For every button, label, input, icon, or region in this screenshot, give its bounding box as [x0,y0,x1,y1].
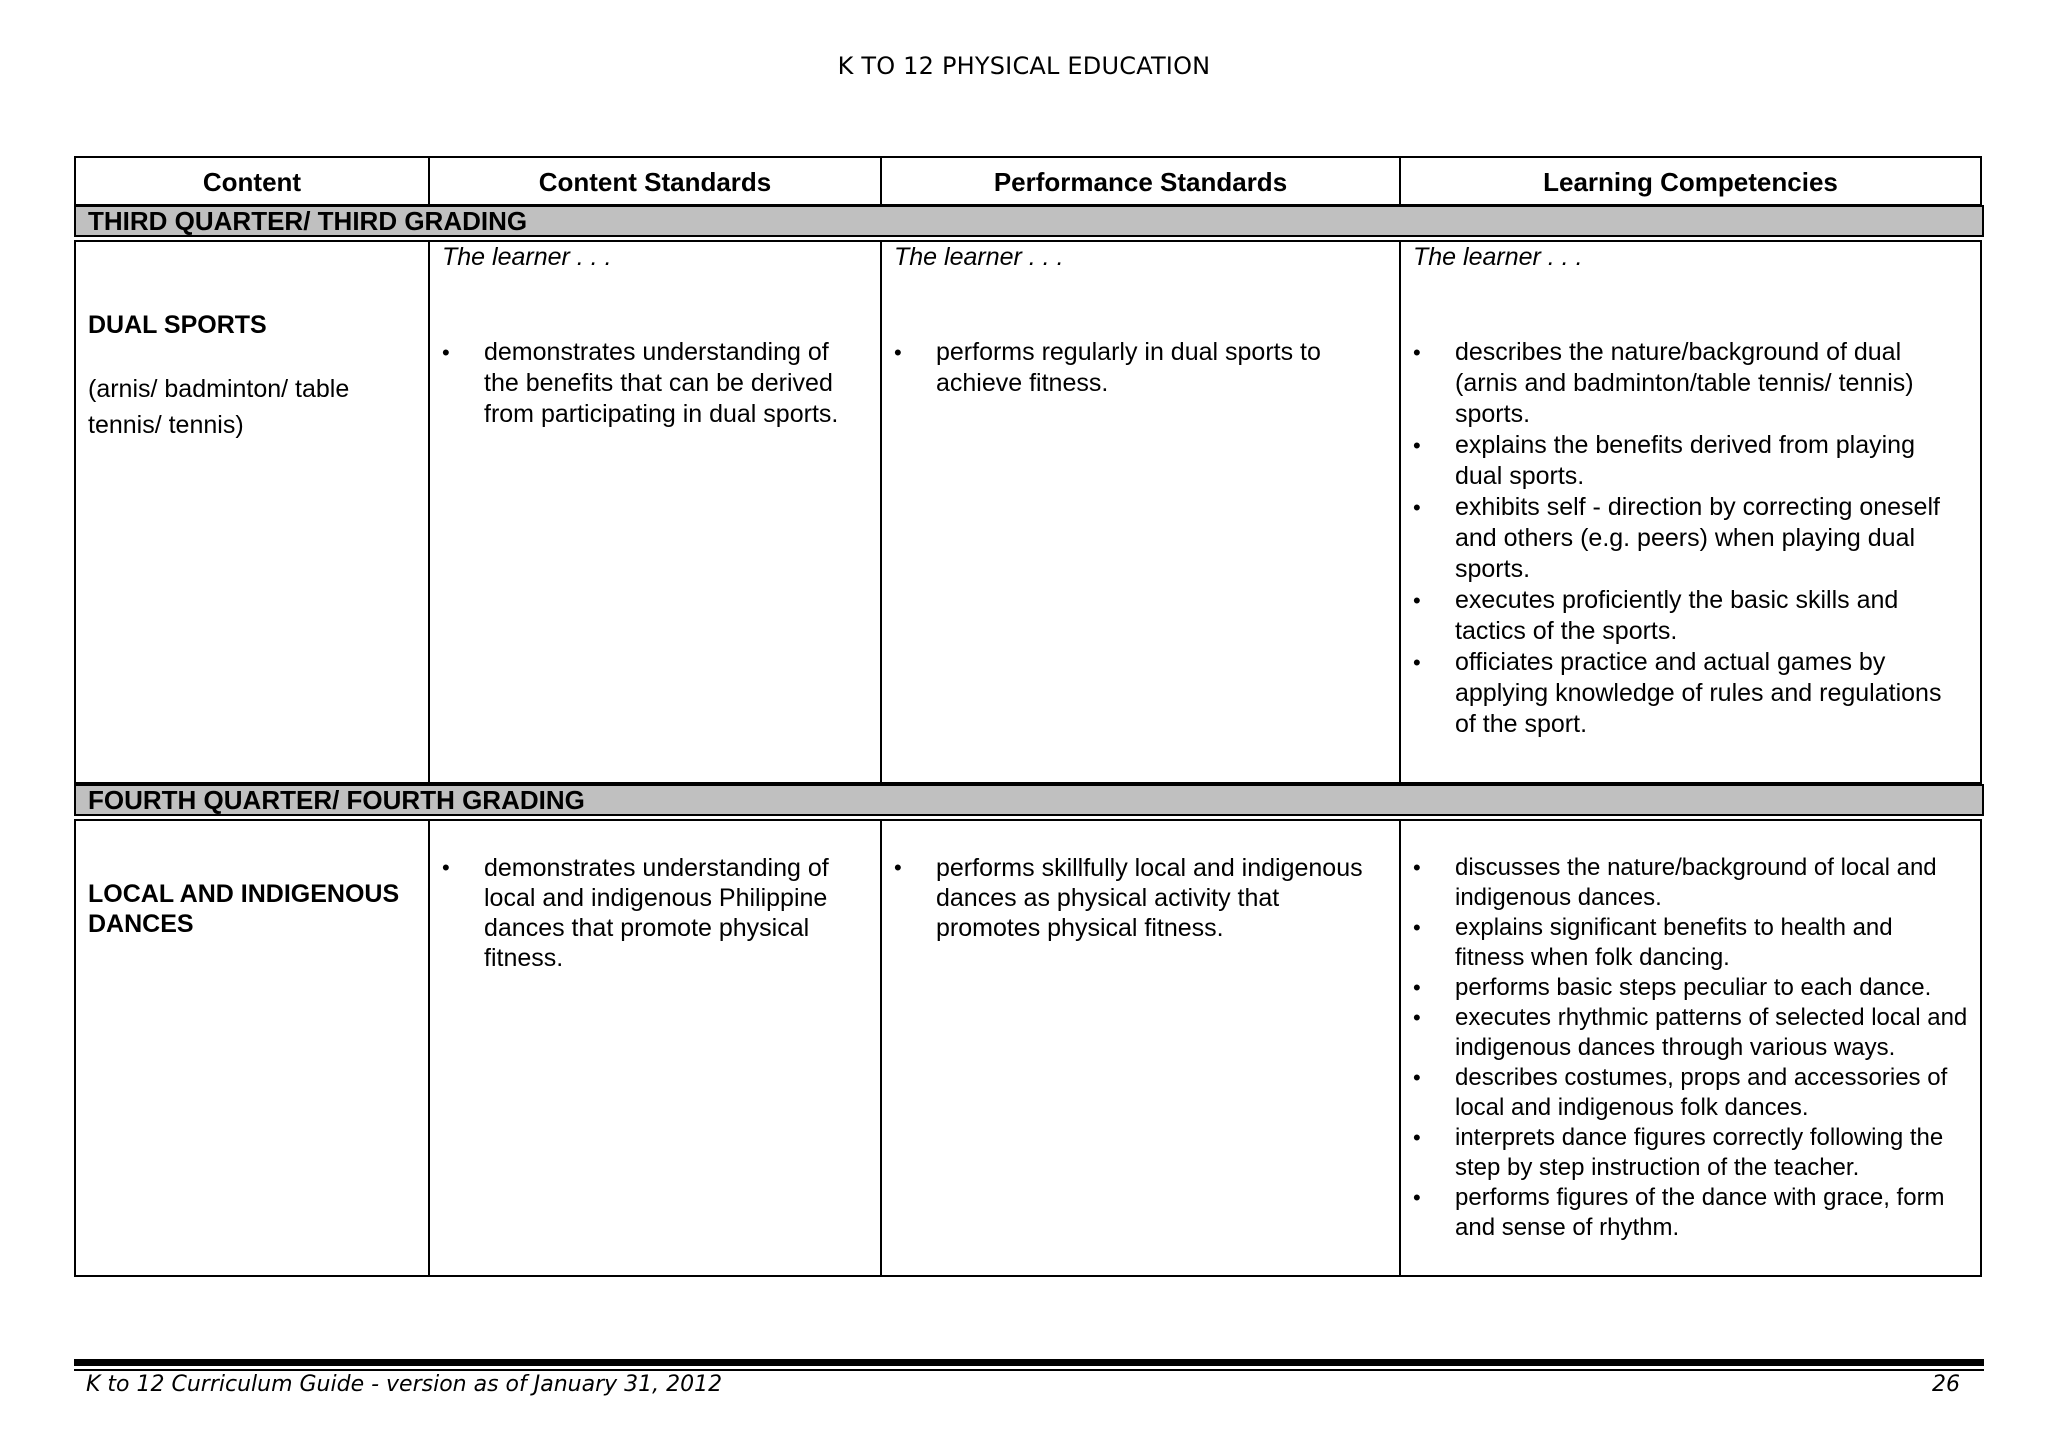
list-item: • discusses the nature/background of local and indigenous dances. [1413,853,1968,913]
learning-competencies-cell [1401,242,1980,782]
learner-label: The learner . . . [894,243,1064,271]
list-item: • describes costumes, props and accessories of local and indigenous folk dances. [1413,1063,1968,1123]
page-header-title: K TO 12 PHYSICAL EDUCATION [837,52,1211,80]
content-title: LOCAL AND INDIGENOUS DANCES [88,880,400,938]
list-item: • explains the benefits derived from playing dual sports. [1413,430,1968,492]
column-header-learning-competencies: Learning Competencies [1543,167,1838,197]
list-item: • interprets dance figures correctly following the step by step instruction of the teacher. [1413,1123,1968,1183]
content-title: DUAL SPORTS [88,311,267,339]
performance-standards-cell [882,821,1401,1275]
table-row [76,242,1980,782]
list-item: • performs basic steps peculiar to each dance. [1413,973,1968,1003]
content-cell [76,821,430,1275]
learning-competencies-cell [1401,821,1980,1275]
footer-caption: K to 12 Curriculum Guide - version as of January 31, 2012 [86,1372,723,1397]
content-cell [76,242,430,782]
footer-rule [74,1359,1984,1366]
section-third-quarter [74,240,1982,784]
section-fourth-quarter [74,819,1982,1277]
quarter-heading-fourth: FOURTH QUARTER/ FOURTH GRADING [74,784,1984,816]
performance-standards-cell [882,242,1401,782]
column-header-row [76,158,1980,204]
learner-label: The learner . . . [442,243,612,271]
list-item: • demonstrates understanding of local and indigenous Philippine dances that promote physical fitness. [442,853,868,973]
quarter-heading-third: THIRD QUARTER/ THIRD GRADING [74,205,1984,237]
learner-label: The learner . . . [1413,243,1583,271]
performance-standards-list [894,853,1387,943]
column-header-table [74,156,1982,206]
list-item: • performs regularly in dual sports to achieve fitness. [894,337,1377,399]
list-item: • officiates practice and actual games by applying knowledge of rules and regulations of the sport. [1413,647,1968,740]
footer-rule-thin [74,1369,1984,1371]
list-item: • describes the nature/background of dual (arnis and badminton/table tennis/ tennis) sports. [1413,337,1968,430]
table-row [76,821,1980,1275]
content-standards-cell [430,242,882,782]
list-item: • executes rhythmic patterns of selected local and indigenous dances through various ways. [1413,1003,1968,1063]
list-item: • exhibits self - direction by correcting oneself and others (e.g. peers) when playing dual sports. [1413,492,1968,585]
list-item: • executes proficiently the basic skills and tactics of the sports. [1413,585,1968,647]
list-item: • explains significant benefits to health and fitness when folk dancing. [1413,913,1968,973]
performance-standards-list [894,337,1387,399]
list-item: • performs skillfully local and indigenous dances as physical activity that promotes physical fitness. [894,853,1377,943]
content-subtitle: (arnis/ badminton/ table tennis/ tennis) [88,375,350,439]
list-item: • demonstrates understanding of the benefits that can be derived from participating in dual sports. [442,337,868,430]
page-number: 26 [1932,1372,1960,1397]
content-standards-list [442,337,868,430]
content-standards-list [442,853,868,973]
column-header-content: Content [76,158,430,204]
column-header-performance-standards: Performance Standards [882,158,1401,204]
column-header-content-standards: Content Standards [430,158,882,204]
list-item: • performs figures of the dance with grace, form and sense of rhythm. [1413,1183,1968,1243]
content-standards-cell [430,821,882,1275]
learning-competencies-list [1413,853,1968,1243]
learning-competencies-list [1413,337,1968,740]
